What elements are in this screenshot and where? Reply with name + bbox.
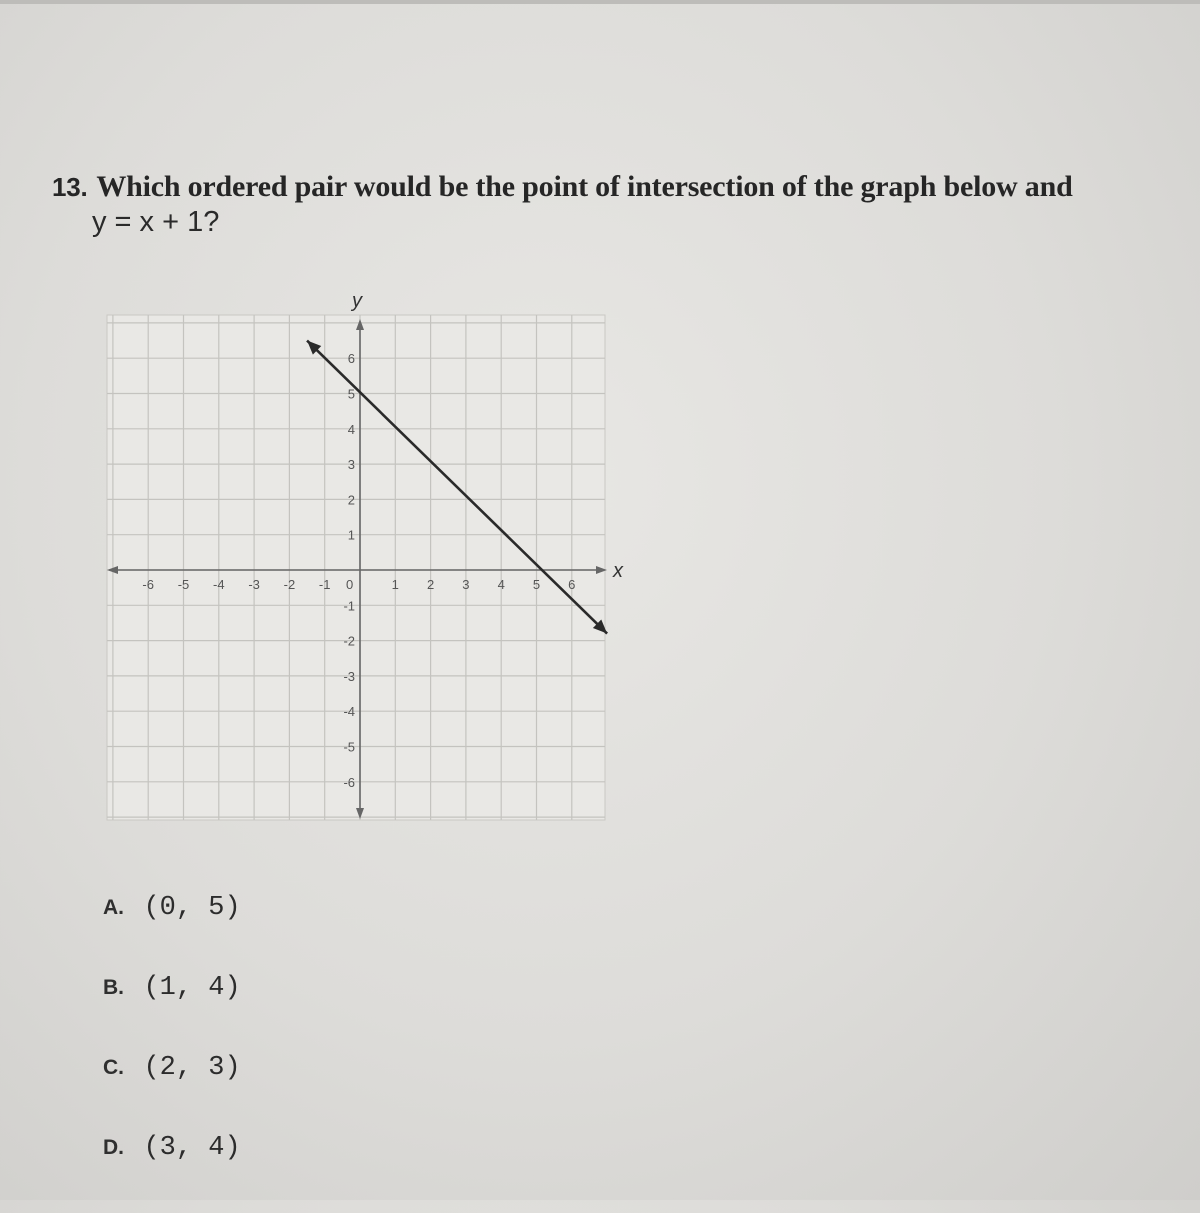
choice-value: (3, 4) (143, 1133, 241, 1163)
x-axis-label: x (613, 560, 623, 582)
y-tick-label: -4 (343, 704, 355, 720)
choice-letter: C. (103, 1056, 124, 1079)
x-tick-label: 2 (426, 577, 435, 592)
question (52, 170, 1152, 239)
y-tick-label: 3 (347, 457, 355, 473)
y-tick-label: -5 (343, 739, 355, 755)
graph-canvas (95, 283, 625, 828)
choice-letter: B. (103, 976, 124, 999)
x-tick-label: 1 (391, 577, 399, 592)
choice-a[interactable] (103, 893, 241, 973)
y-tick-label: 4 (347, 421, 355, 437)
y-tick-label: -6 (343, 774, 355, 790)
coordinate-graph (95, 283, 625, 828)
choice-c[interactable] (103, 1053, 241, 1133)
choice-letter: A. (103, 896, 124, 919)
y-tick-label: 1 (347, 527, 355, 543)
question-number: 13. (52, 172, 88, 202)
x-tick-label: -2 (283, 577, 296, 592)
x-tick-label: 3 (462, 577, 470, 592)
x-tick-label: -6 (142, 577, 154, 592)
x-tick-label: -1 (318, 577, 331, 592)
x-tick-label: 4 (497, 577, 505, 592)
y-tick-label: 5 (347, 386, 355, 402)
x-tick-label: -5 (177, 577, 190, 592)
choice-value: (0, 5) (143, 893, 241, 923)
origin-label: 0 (346, 577, 354, 592)
x-tick-label: -3 (248, 577, 260, 592)
y-tick-label: -2 (343, 633, 355, 649)
choice-b[interactable] (103, 973, 241, 1053)
y-tick-label: 6 (347, 351, 355, 367)
y-axis-label: y (352, 290, 362, 312)
y-tick-label: 2 (347, 492, 355, 508)
choice-letter: D. (103, 1136, 124, 1159)
x-tick-label: 5 (532, 577, 541, 592)
answer-choices (103, 893, 241, 1213)
choice-value: (2, 3) (143, 1053, 241, 1083)
x-tick-label: 6 (568, 577, 576, 592)
x-tick-label: -4 (213, 577, 225, 592)
question-text: Which ordered pair would be the point of intersection of the graph below and (96, 170, 1073, 203)
question-text-line (52, 170, 1152, 204)
y-tick-label: -1 (343, 598, 355, 614)
top-border (0, 0, 1200, 4)
y-tick-label: -3 (343, 668, 355, 684)
choice-d[interactable] (103, 1133, 241, 1213)
choice-value: (1, 4) (143, 973, 241, 1003)
question-equation: y = x + 1? (92, 206, 220, 238)
graph-background (107, 315, 605, 820)
